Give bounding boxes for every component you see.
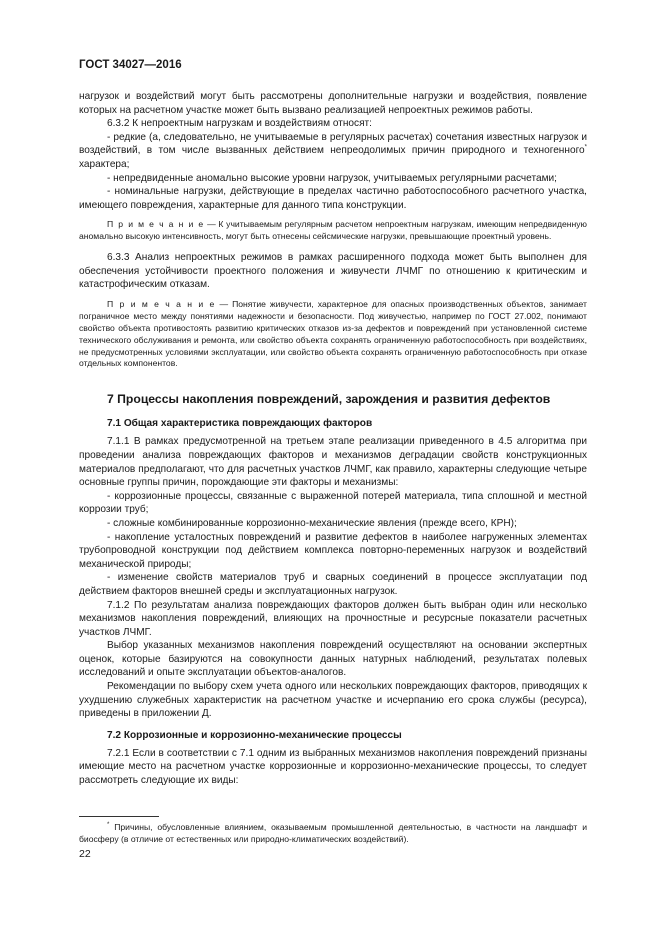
list-item: - коррозионные процессы, связанные с выраженной потерей материала, типа сплошной и местной коррозии труб; xyxy=(79,490,587,516)
subsection-7-2-heading: 7.2 Коррозионные и коррозионно-механические процессы xyxy=(107,729,402,741)
paragraph: Рекомендации по выбору схем учета одного или нескольких повреждающих факторов, приводящих к ухудшению служебных характеристик на расчетном участке и исчерпанию его срока службы (ресурса), приведены в приложении Д. xyxy=(79,681,587,720)
page-content xyxy=(79,90,587,788)
paragraph-continuation: нагрузок и воздействий могут быть рассмотрены дополнительные нагрузки и воздействия, появление которых на расчетном участке может быть вызвано реализацией непроектных режимов работы. xyxy=(79,91,587,116)
list-item: - номинальные нагрузки, действующие в пределах частично работоспособного расчетного участка, имеющего повреждения, характерные для данного типа конструкции. xyxy=(79,186,587,211)
subsection-7-1-heading: 7.1 Общая характеристика повреждающих факторов xyxy=(107,418,373,430)
note-1: П р и м е ч а н и е — К учитываемым регулярным расчетом непроектным нагрузкам, имеющим непредвиденную аномально высокую интенсивность, могут быть отнесены сейсмические нагрузки, превышающие проектный уровень. xyxy=(79,219,587,242)
paragraph: Выбор указанных механизмов накопления повреждений осуществляют на основании экспертных оценок, которые базируются на совокупности данных натурных наблюдений, результатах полевых исследований и опыте эксплуатации объектов-аналогов. xyxy=(79,640,587,679)
footnote-separator xyxy=(79,816,159,817)
paragraph-6-3-3: 6.3.3 Анализ непроектных режимов в рамках расширенного подхода может быть выполнен для обеспечения устойчивости проектного положения и живучести ЛЧМГ по отношению к критическим и катастрофическим отказам. xyxy=(79,252,587,291)
document-header: ГОСТ 34027—2016 xyxy=(79,59,182,71)
note-2: П р и м е ч а н и е — Понятие живучести, характерное для опасных производственных объектов, занимает пограничное место между понятиями надежности и безопасности. Под живучестью, например по ГОСТ 27.002, понимают свойство объекта противостоять развитию критических отказов из-за дефектов и повреждений при установленной системе технического обслуживания и ремонта, или свойство объекта сохранять ограниченную работоспособность при воздействиях, не предусмотренных условиями эксплуатации, или свойство объекта сохранять ограниченную работоспособность при отказе отдельных компонентов. xyxy=(79,298,587,369)
list-item: - накопление усталостных повреждений и развитие дефектов в наиболее нагруженных элементах трубопроводной конструкции под действием комплекса повторно-переменных нагрузок и воздействий механической природы; xyxy=(79,531,587,570)
list-item: - непредвиденные аномально высокие уровни нагрузок, учитываемых регулярными расчетами; xyxy=(107,172,557,184)
list-item: - сложные комбинированные коррозионно-механические явления (прежде всего, КРН); xyxy=(107,517,517,529)
paragraph-7-1-1: 7.1.1 В рамках предусмотренной на третьем этапе реализации приведенного в 4.5 алгоритма при проведении анализа повреждающих факторов и механизмов деградации свойств конструкционных материалов предполагают, что для расчетных участков ЛЧМГ, как правило, характерны следующие четыре основные группы причин, порождающие эти факторы и механизмы: xyxy=(79,436,587,489)
paragraph-7-2-1: 7.2.1 Если в соответствии с 7.1 одним из выбранных механизмов накопления повреждений признаны имеющие место на расчетном участке коррозионные и коррозионно-механические процессы, то следует рассмотреть следующие их виды: xyxy=(79,747,587,787)
list-item: - изменение свойств материалов труб и сварных соединений в процессе эксплуатации под действием факторов внешней среды и эксплуатационных нагрузок. xyxy=(79,572,587,597)
section-7-heading: 7 Процессы накопления повреждений, зарождения и развития дефектов xyxy=(107,392,551,407)
footnote: * Причины, обусловленные влиянием, оказываемым промышленной деятельностью, в частности на ландшафт и биосферу (в отличие от естественных или природно-климатических воздействий). xyxy=(79,822,587,844)
list-item: - редкие (а, следовательно, не учитываемые в регулярных расчетах) сочетания известных нагрузок и воздействий, в том числе вызванных действием непреодолимых причин природного и техногенного* характера; xyxy=(79,131,587,170)
paragraph-6-3-2: 6.3.2 К непроектным нагрузкам и воздействиям относят: xyxy=(107,118,372,130)
footnote-mark: * xyxy=(584,145,587,152)
paragraph-7-1-2: 7.1.2 По результатам анализа повреждающих факторов должен быть выбран один или несколько механизмов накопления повреждений, влияющих на прочностные и ресурсные показатели расчетных участков ЛЧМГ. xyxy=(79,599,587,638)
page-number: 22 xyxy=(79,848,91,860)
